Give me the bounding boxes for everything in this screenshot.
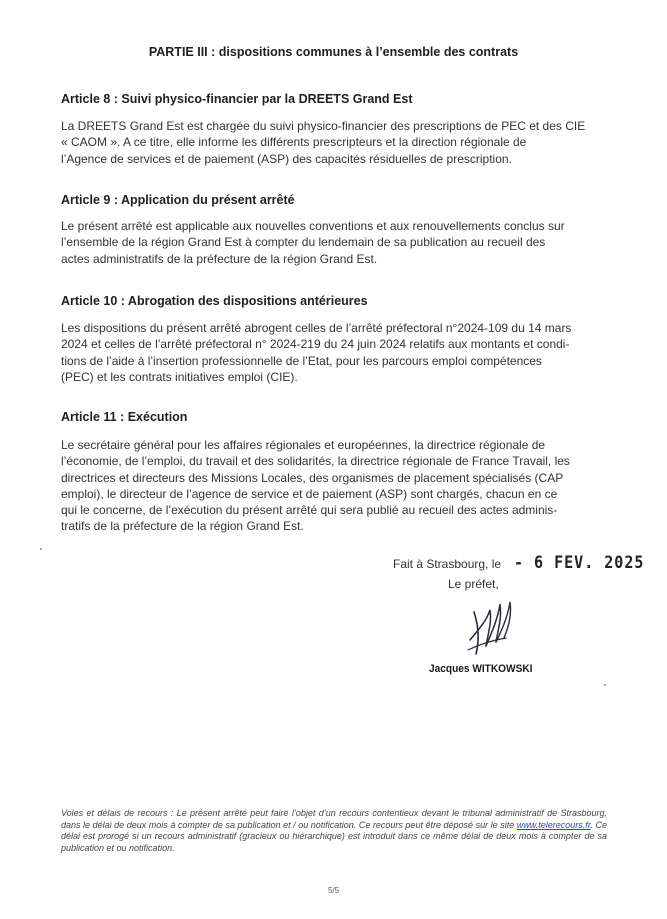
- text-line: emploi), le directeur de l’agence de service et de paiement (ASP) sont chargés, chacun en ce: [61, 486, 558, 501]
- article-10-text: [61, 320, 607, 385]
- text-line: La DREETS Grand Est est chargée du suivi physico-financier des prescriptions de PEC et des CIE: [61, 119, 586, 133]
- scan-artifact: [40, 548, 42, 550]
- text-line: l’économie, de l’emploi, du travail et des solidarités, la directrice régionale de France Travail, les: [61, 454, 570, 469]
- text-line: 2024 et celles de l’arrêté préfectoral n° 2024-219 du 24 juin 2024 relatifs aux montants et condi-: [61, 337, 570, 352]
- handwritten-signature: [460, 594, 520, 664]
- signer-title: Le préfet,: [448, 577, 499, 591]
- signature-place: Fait à Strasbourg, le: [393, 557, 502, 571]
- article-10-title: Article 10 : Abrogation des dispositions antérieures: [61, 294, 368, 308]
- article-8-title: Article 8 : Suivi physico-financier par la DREETS Grand Est: [61, 92, 413, 106]
- text-line: tions de l’aide à l’insertion professionnelle de l’Etat, pour les parcours emploi compétences: [61, 353, 542, 368]
- signer-name: Jacques WITKOWSKI: [429, 663, 533, 675]
- article-11-title: Article 11 : Exécution: [61, 410, 188, 424]
- text-line: Les dispositions du présent arrêté abrogent celles de l’arrêté préfectoral n°2024-109 du 14 mars: [61, 321, 572, 335]
- text-line: directrices et directeurs des Missions Locales, des organismes de placement spécialisés (CAP: [61, 470, 564, 485]
- text-line: tratifs de la préfecture de la région Grand Est.: [61, 519, 304, 534]
- appeal-notice-text-end: . Ce délai est prorogé si un recours administratif (gracieux ou hiérarchique) est introduit dans ce même délai de deux mois à compter de sa publication et ou notification.: [61, 819, 608, 853]
- article-9-title: Article 9 : Application du présent arrêté: [61, 193, 295, 207]
- text-line: Le secrétaire général pour les affaires régionales et européennes, la directrice régionale de: [61, 438, 546, 452]
- text-line: « CAOM ». A ce titre, elle informe les différents prescripteurs et la direction régionale de: [61, 135, 527, 150]
- date-stamp: - 6 FEV. 2025: [514, 551, 645, 573]
- article-8-text: [61, 118, 607, 167]
- page-number: 5/5: [327, 886, 340, 895]
- appeal-notice: [61, 808, 607, 854]
- text-line: l’ensemble de la région Grand Est à compter du lendemain de sa publication au recueil des: [61, 235, 546, 250]
- text-line: qui le concerne, de l’exécution du présent arrêté qui sera publié au recueil des actes adminis-: [61, 503, 558, 518]
- text-line: (PEC) et les contrats initiatives emploi (CIE).: [61, 369, 298, 384]
- scan-artifact: [604, 684, 606, 686]
- article-11-text: [61, 437, 607, 535]
- telerecours-link[interactable]: www.telerecours.fr: [516, 819, 591, 830]
- part-title: PARTIE III : dispositions communes à l’ensemble des contrats: [148, 45, 519, 59]
- appeal-notice-text: Voies et délais de recours : Le présent arrêté peut faire l’objet d’un recours contentieux devant le tribunal administratif de Strasbourg, dans le délai de deux mois à compter de sa publication et / ou notification. Ce recours peut être déposé sur le site: [61, 808, 607, 830]
- text-line: actes administratifs de la préfecture de la région Grand Est.: [61, 251, 378, 266]
- article-9-text: [61, 218, 607, 267]
- text-line: Le présent arrêté est applicable aux nouvelles conventions et aux renouvellements conclus sur: [61, 219, 565, 233]
- text-line: l’Agence de services et de paiement (ASP) des capacités résiduelles de prescription.: [61, 151, 512, 166]
